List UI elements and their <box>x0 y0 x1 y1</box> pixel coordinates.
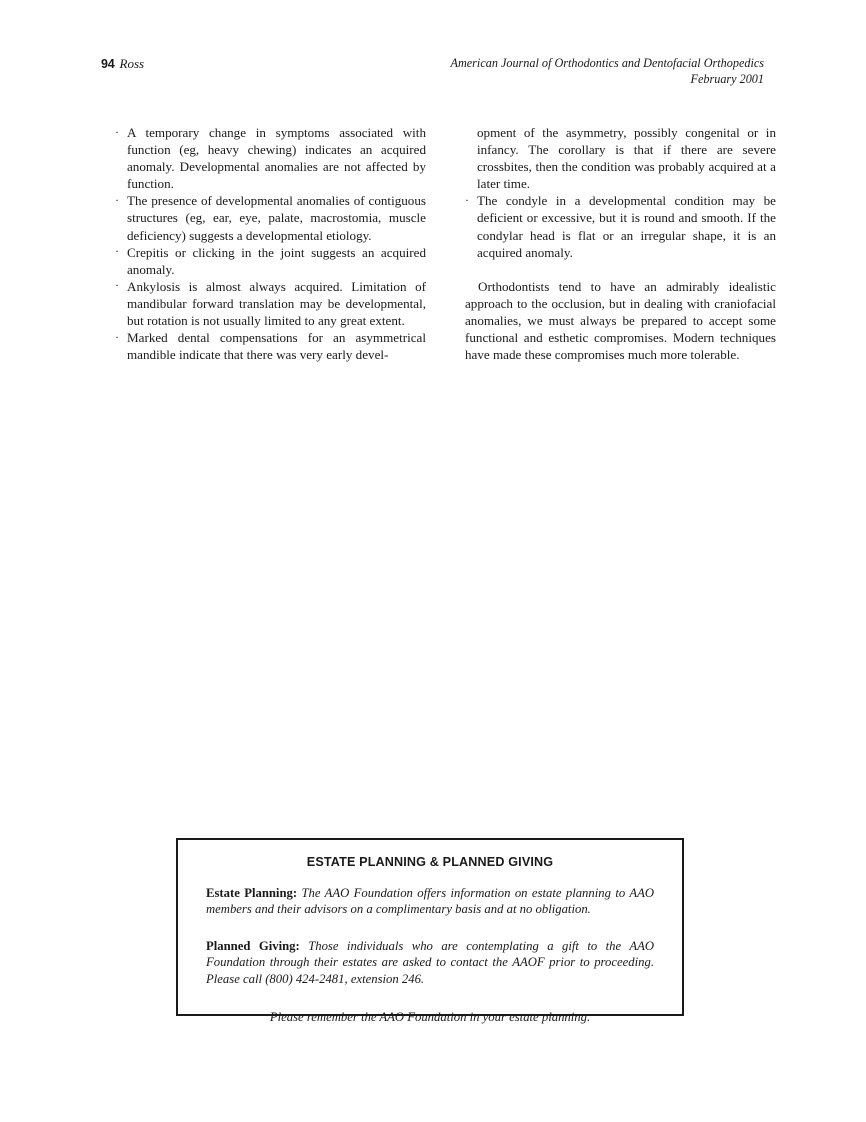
list-item <box>115 278 426 329</box>
list-item-text: A temporary change in symptoms associated with function (eg, heavy chewing) indicates an acquired anomaly. Developmental anomalies are not affected by function. <box>127 125 426 192</box>
estate-planning-notice-box <box>176 838 684 1025</box>
page-number: 94 <box>101 57 115 71</box>
planned-giving-paragraph <box>206 938 654 987</box>
bullet-icon: · <box>465 192 469 207</box>
issue-date: February 2001 <box>690 72 764 86</box>
planned-giving-text: Those individuals who are contemplating a gift to the AAO Foundation through their estates are asked to contact the AAOF prior to proceeding. Please call (800) 424-2481, extension 246. <box>206 938 655 986</box>
left-column <box>115 124 426 363</box>
closing-paragraph: Orthodontists tend to have an admirably idealistic approach to the occlusion, but in dealing with craniofacial anomalies, we must always be prepared to accept some functional and esthetic compromises. Modern techniques have made these compromises much more tolerable. <box>465 278 776 363</box>
estate-planning-label: Estate Planning: <box>206 886 298 900</box>
planned-giving-label: Planned Giving: <box>206 938 300 953</box>
author-name: Ross <box>119 56 145 71</box>
running-head-left <box>101 55 144 73</box>
list-item-text: Marked dental compensations for an asymmetrical mandible indicate that there was very early devel- <box>127 330 426 363</box>
list-item-text: The condyle in a developmental condition may be deficient or excessive, but it is round and smooth. If the condylar head is flat or an irregular shape, it is an acquired anomaly. <box>477 193 776 260</box>
bullet-icon: · <box>115 192 119 207</box>
list-item <box>115 124 426 192</box>
estate-planning-text: The AAO Foundation offers information on estate planning to AAO members and their advisors on a complimentary basis and at no obligation. <box>206 886 655 917</box>
list-item <box>465 192 776 260</box>
bullet-icon: · <box>115 278 119 293</box>
estate-planning-paragraph <box>206 885 654 918</box>
running-head-right <box>451 55 764 87</box>
notice-closing-line: Please remember the AAO Foundation in your estate planning. <box>269 1010 591 1025</box>
journal-title: American Journal of Orthodontics and Dentofacial Orthopedics <box>450 56 764 70</box>
list-item <box>115 329 426 363</box>
list-item-text: Ankylosis is almost always acquired. Limitation of mandibular forward translation may be developmental, but rotation is not usually limited to any great extent. <box>127 278 426 329</box>
notice-body <box>178 885 682 1025</box>
list-item-text: The presence of developmental anomalies of contiguous structures (eg, ear, eye, palate, macrostomia, muscle deficiency) suggests a developmental etiology. <box>127 193 426 243</box>
notice-title: ESTATE PLANNING & PLANNED GIVING <box>306 855 554 869</box>
list-item-continuation <box>465 124 776 192</box>
running-head <box>101 55 764 91</box>
list-item <box>115 192 426 243</box>
list-item <box>115 244 426 278</box>
right-column-bullet-list <box>465 124 776 261</box>
bullet-icon: · <box>115 329 119 344</box>
right-column <box>465 124 776 363</box>
left-column-bullet-list <box>115 124 426 363</box>
bullet-icon: · <box>115 244 119 259</box>
bullet-icon: · <box>115 124 119 139</box>
list-item-text: opment of the asymmetry, possibly congenital or in infancy. The corollary is that if there are severe crossbites, then the condition was probably acquired at a later time. <box>477 125 776 192</box>
list-item-text: Crepitis or clicking in the joint suggests an acquired anomaly. <box>127 244 426 277</box>
